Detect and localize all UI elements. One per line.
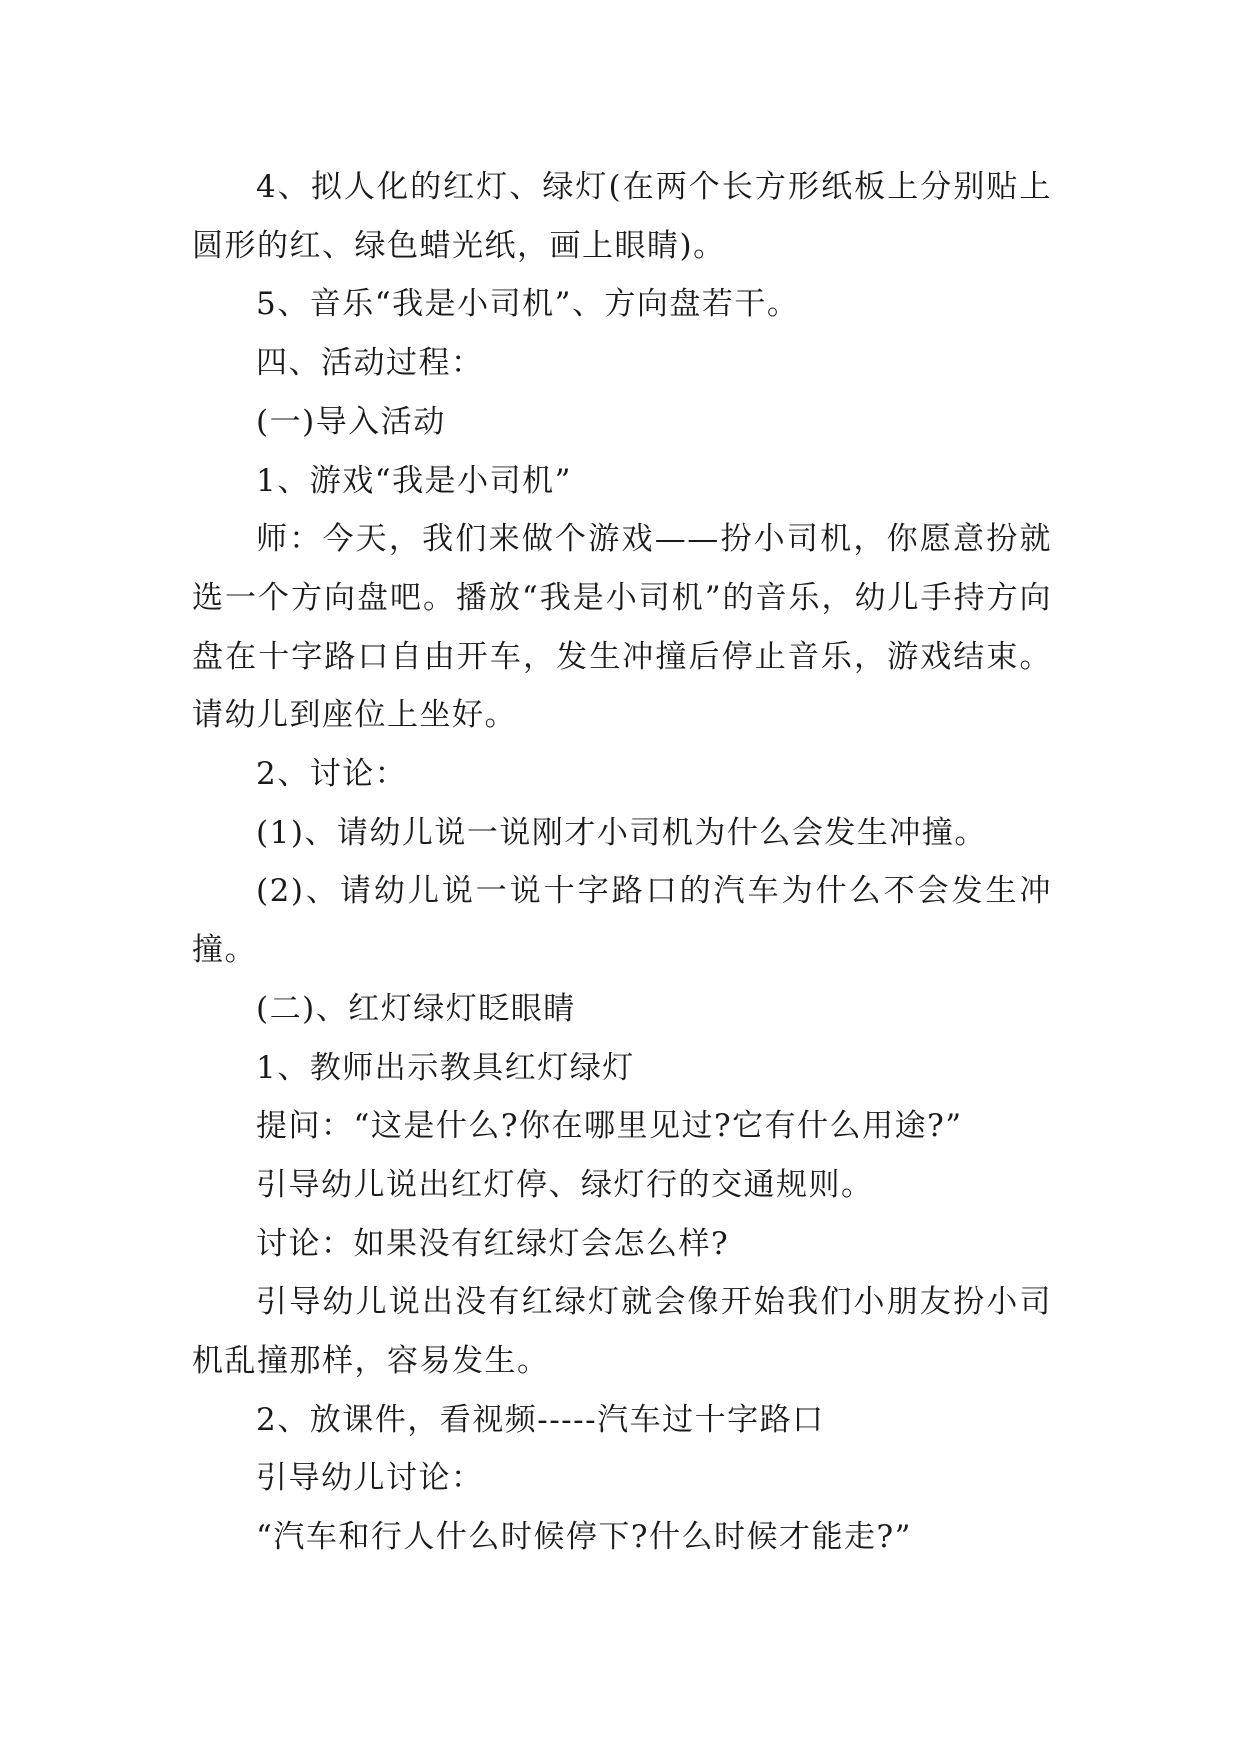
- paragraph-question: 提问：“这是什么?你在哪里见过?它有什么用途?”: [256, 1108, 963, 1145]
- step-game: 1、游戏“我是小司机”: [256, 462, 572, 499]
- paragraph-guide-rules: 引导幼儿说出红灯停、绿灯行的交通规则。: [256, 1166, 874, 1203]
- step-discussion: 2、讨论：: [256, 756, 408, 793]
- document-body: [192, 158, 1052, 1567]
- step-video: 2、放课件，看视频-----汽车过十字路口: [256, 1401, 825, 1438]
- discussion-item-1: (1)、请幼儿说一说刚才小司机为什么会发生冲撞。: [256, 814, 987, 851]
- step-show-lights: 1、教师出示教具红灯绿灯: [256, 1049, 635, 1086]
- section-heading-activity-process: 四、活动过程：: [256, 345, 484, 382]
- paragraph-teacher-game: 师：今天，我们来做个游戏——扮小司机，你愿意扮就选一个方向盘吧。播放“我是小司机”的音乐，幼儿手持方向盘在十字路口自由开车，发生冲撞后停止音乐，游戏结束。请幼儿到座位上坐好。: [192, 521, 1052, 734]
- paragraph-materials-4: 4、拟人化的红灯、绿灯(在两个长方形纸板上分别贴上圆形的红、绿色蜡光纸，画上眼睛)。: [192, 169, 1052, 264]
- paragraph-guide-collision: 引导幼儿说出没有红绿灯就会像开始我们小朋友扮小司机乱撞那样，容易发生。: [192, 1284, 1052, 1380]
- discussion-item-2: (2)、请幼儿说一说十字路口的汽车为什么不会发生冲撞。: [192, 873, 1052, 969]
- paragraph-quote-question: “汽车和行人什么时候停下?什么时候才能走?”: [256, 1519, 912, 1556]
- subsection-heading-lights: (二)、红灯绿灯眨眼睛: [256, 990, 576, 1027]
- subsection-heading-intro: (一)导入活动: [256, 403, 446, 440]
- paragraph-materials-5: 5、音乐“我是小司机”、方向盘若干。: [256, 286, 800, 323]
- paragraph-discussion-no-lights: 讨论：如果没有红绿灯会怎么样?: [256, 1225, 730, 1262]
- paragraph-guide-discussion: 引导幼儿讨论：: [256, 1460, 484, 1497]
